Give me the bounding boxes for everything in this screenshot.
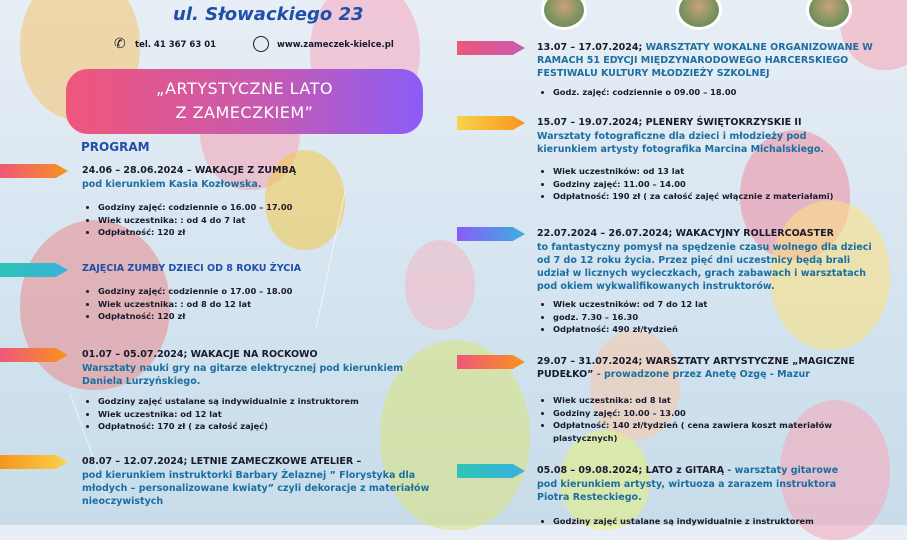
- street-address: ul. Słowackiego 23: [173, 4, 364, 25]
- event-heading: 15.07 – 19.07.2024; PLENERY ŚWIĘTOKRZYSKIE II: [537, 117, 802, 128]
- website-link[interactable]: www.zameczek-kielce.pl: [277, 40, 394, 50]
- event-details: [537, 298, 893, 336]
- event-instructor: to fantastyczny pomysł na spędzenie czasu wolnego dla dzieci od 7 do 12 roku życia. Przez pięć dni uczestnicy będą brali udział w licznych wycieczkach, grach zabawach i warsztatach pod okiem wykwalifikowanych instruktorów.: [537, 242, 872, 292]
- section-arrow: [0, 164, 68, 178]
- section-arrow: [457, 116, 525, 130]
- section-arrow: [0, 348, 68, 362]
- event-instructor: Warsztaty fotograficzne dla dzieci i młodzieży pod kierunkiem artysty fotografika Marcina Michalskiego.: [537, 131, 824, 155]
- event-details: [537, 86, 893, 99]
- section-arrow: [457, 41, 525, 55]
- detail-item: • Wiek uczestnika: od 8 lat: [553, 394, 853, 407]
- detail-item: • Godziny zajęć: 10.00 – 13.00: [553, 407, 853, 420]
- detail-item: • Odpłatność: 170 zł ( za całość zajęć): [98, 420, 428, 433]
- globe-icon: [253, 36, 269, 52]
- event-instructor: pod kierunkiem Kasia Kozłowska.: [82, 179, 262, 190]
- event-subtitle: - warsztaty gitarowe: [727, 465, 839, 476]
- program-heading: PROGRAM: [81, 140, 150, 154]
- detail-item: • Odpłatność: 140 zł/tydzień ( cena zawiera koszt materiałów plastycznych): [553, 419, 853, 444]
- title-line-2: Z ZAMECZKIEM”: [175, 103, 314, 122]
- event-date: 13.07 – 17.07.2024;: [537, 42, 643, 53]
- detail-item: • Godziny zajęć: codziennie o 16.00 – 17.00: [98, 201, 418, 214]
- event-instructor: pod kierunkiem instruktorki Barbary Żelaznej ” Florystyka dla młodych – personalizowane kwiaty” czyli dekoracje z materiałów nieoczywistych: [82, 470, 430, 507]
- detail-item: • Odpłatność: 120 zł: [98, 226, 418, 239]
- event-title: WARSZTATY WOKALNE ORGANIZOWANE W RAMACH 51 EDYCJI MIĘDZYNARODOWEGO HARCERSKIEGO FESTIWALU KULTURY MŁODZIEŻY SZKOLNEJ: [537, 42, 873, 79]
- detail-item: • Wiek uczestnika: od 12 lat: [98, 408, 428, 421]
- detail-item: • Godziny zajęć: codziennie o 17.00 – 18.00: [98, 285, 418, 298]
- detail-item: • Godz. zajęć: codziennie o 09.00 – 18.00: [553, 86, 893, 99]
- detail-item: • Odpłatność: 490 zł/tydzień: [553, 323, 893, 336]
- detail-item: • godz. 7.30 – 16.30: [553, 311, 893, 324]
- event-title: 29.07 – 31.07.2024; WARSZTATY ARTYSTYCZNE „MAGICZNE PUDEŁKO”: [537, 356, 855, 380]
- detail-item: • Godziny zajęć ustalane są indywidualnie z instruktorem: [98, 395, 428, 408]
- detail-item: • Wiek uczestników: od 7 do 12 lat: [553, 298, 893, 311]
- event-details: [82, 395, 428, 433]
- event-instructor: - prowadzone przez Anetę Ozgę - Mazur: [596, 369, 810, 380]
- event-heading: [537, 41, 882, 80]
- title-banner: [66, 69, 423, 134]
- event-instructor: pod kierunkiem artysty, wirtuoza a zarazem instruktora Piotra Resteckiego.: [537, 479, 837, 503]
- event-details: [537, 394, 853, 444]
- event-instructor: Warsztaty nauki gry na gitarze elektrycznej pod kierunkiem Daniela Lurzyńskiego.: [82, 363, 404, 387]
- section-arrow: [457, 227, 525, 241]
- event-heading: [537, 464, 882, 477]
- event-heading: 22.07.2024 – 26.07.2024; WAKACYJNY ROLLERCOASTER: [537, 228, 834, 239]
- phone-number[interactable]: tel. 41 367 63 01: [135, 40, 217, 50]
- event-details: [82, 285, 418, 323]
- photo-thumbnail: [676, 0, 722, 30]
- detail-item: • Godziny zajęć ustalane są indywidualnie z instruktorem: [553, 515, 893, 528]
- event-heading: 24.06 – 28.06.2024 – WAKACJE Z ZUMBĄ: [82, 165, 297, 176]
- event-details: [537, 515, 893, 528]
- section-arrow: [457, 355, 525, 369]
- section-arrow: [457, 464, 525, 478]
- section-arrow: [0, 263, 68, 277]
- detail-item: • Wiek uczestnika: : od 8 do 12 lat: [98, 298, 418, 311]
- photo-thumbnail: [541, 0, 587, 30]
- event-heading: ZAJĘCIA ZUMBY DZIECI OD 8 ROKU ŻYCIA: [82, 263, 302, 274]
- detail-item: • Wiek uczestników: od 13 lat: [553, 165, 893, 178]
- event-details: [82, 201, 418, 239]
- title-line-1: „ARTYSTYCZNE LATO: [155, 79, 333, 98]
- event-title: 05.08 – 09.08.2024; LATO z GITARĄ: [537, 465, 725, 476]
- phone-icon: ✆: [114, 36, 126, 52]
- event-heading: 01.07 – 05.07.2024; WAKACJE NA ROCKOWO: [82, 349, 318, 360]
- detail-item: • Odpłatność: 120 zł: [98, 310, 418, 323]
- event-heading: 08.07 – 12.07.2024; LETNIE ZAMECZKOWE ATELIER –: [82, 456, 362, 467]
- event-heading: [537, 355, 882, 381]
- detail-item: • Odpłatność: 190 zł ( za całość zajęć włącznie z materiałami): [553, 190, 893, 203]
- detail-item: • Wiek uczestnika: : od 4 do 7 lat: [98, 214, 418, 227]
- section-arrow: [0, 455, 68, 469]
- detail-item: • Godziny zajęć: 11.00 – 14.00: [553, 178, 893, 191]
- event-details: [537, 165, 893, 203]
